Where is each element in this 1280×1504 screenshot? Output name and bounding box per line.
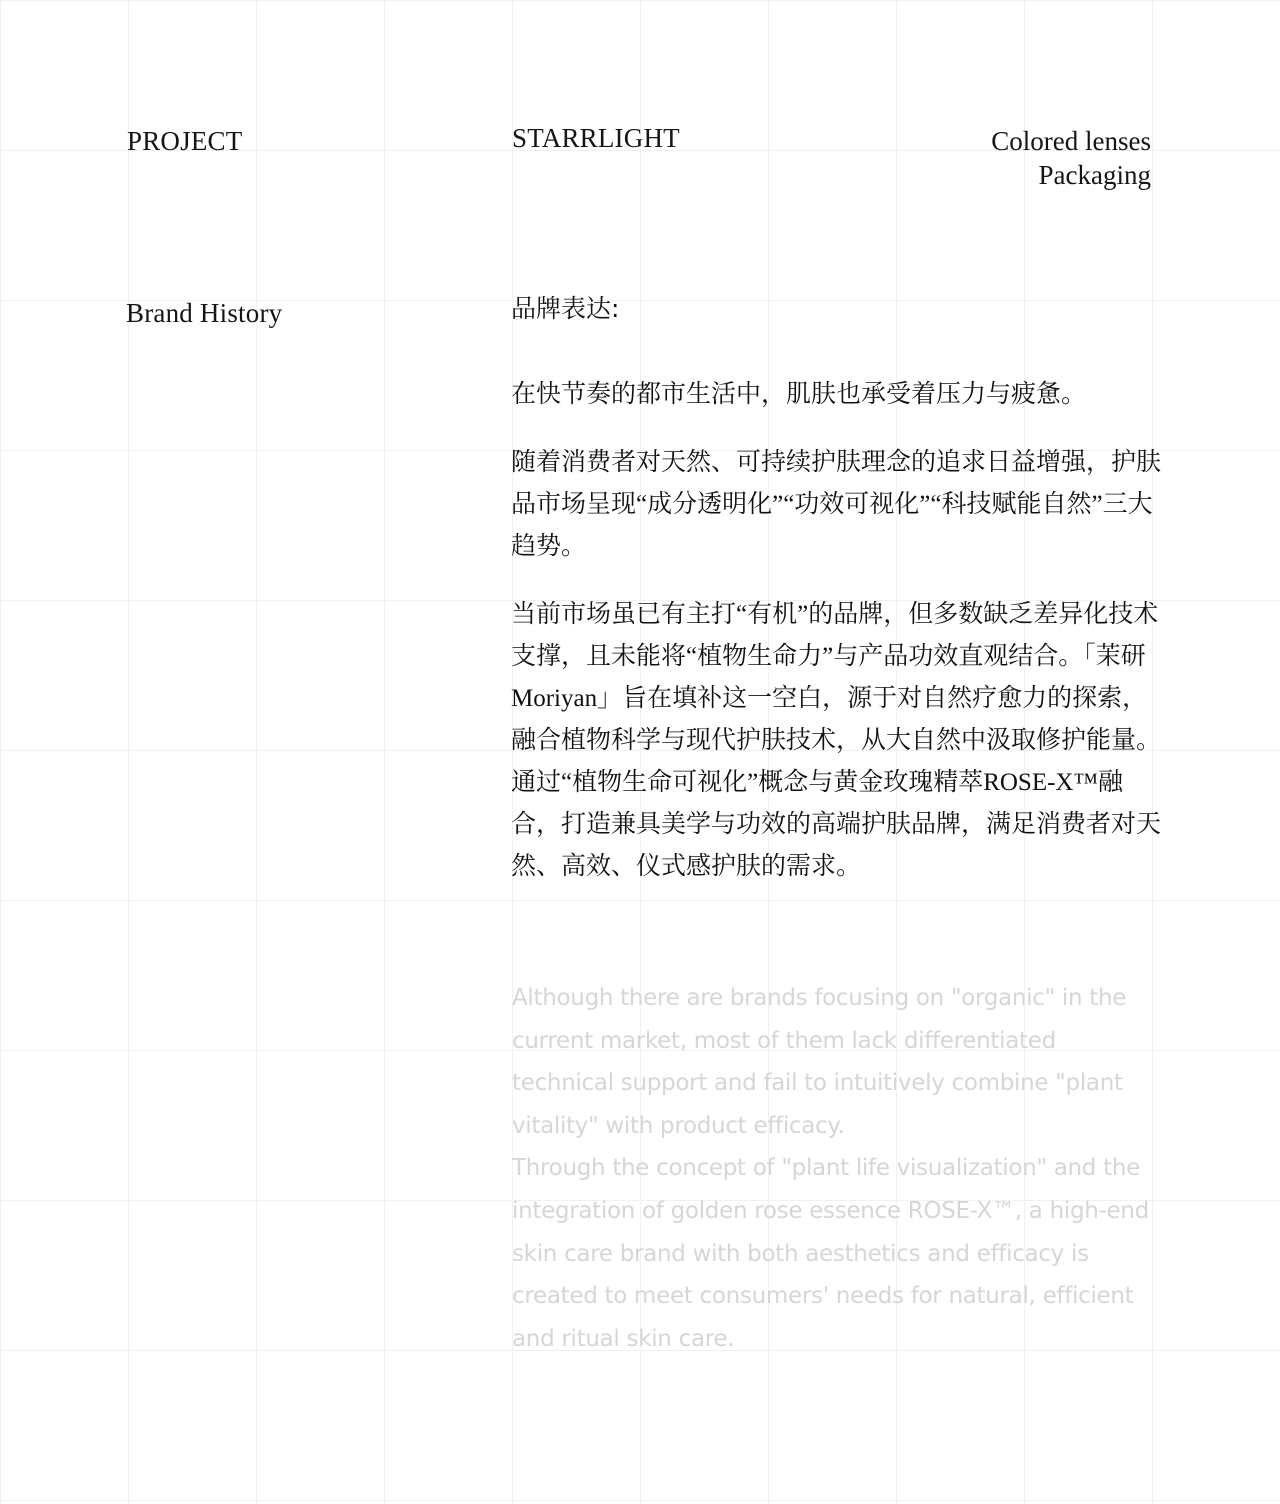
section-label: Brand History bbox=[126, 298, 283, 328]
english-translation bbox=[512, 977, 1157, 1360]
tag-packaging: Packaging bbox=[1038, 160, 1151, 190]
section-heading: 品牌表达: bbox=[511, 294, 620, 323]
en-paragraph-1: Although there are brands focusing on "organic" in the current market, most of them lack differentiated technical support and fail to intuitively combine "plant vitality" with product efficacy. bbox=[512, 985, 1127, 1139]
project-name: STARRLIGHT bbox=[512, 123, 680, 153]
project-tags bbox=[991, 124, 1151, 192]
cn-paragraph-1: 在快节奏的都市生活中，肌肤也承受着压力与疲惫。 bbox=[511, 381, 1087, 408]
project-label: PROJECT bbox=[127, 126, 243, 156]
en-paragraph-2: Through the concept of "plant life visualization" and the integration of golden rose essence ROSE-X™, a high-end skin care brand with both aesthetics and efficacy is created to meet consumers' needs for natural, efficient and ritual skin care. bbox=[512, 1155, 1149, 1352]
tag-colored-lenses: Colored lenses bbox=[991, 126, 1151, 156]
cn-paragraph-3: 当前市场虽已有主打“有机”的品牌，但多数缺乏差异化技术支撑，且未能将“植物生命力”与产品功效直观结合。「茉研Moriyan」旨在填补这一空白，源于对自然疗愈力的探索，融合植物科学与现代护肤技术，从大自然中汲取修护能量。通过“植物生命可视化”概念与黄金玫瑰精萃ROSE-X™融合，打造兼具美学与功效的高端护肤品牌，满足消费者对天然、高效、仪式感护肤的需求。 bbox=[511, 601, 1162, 880]
cn-paragraph-2: 随着消费者对天然、可持续护肤理念的追求日益增强，护肤品市场呈现“成分透明化”“功效可视化”“科技赋能自然”三大趋势。 bbox=[511, 449, 1162, 560]
